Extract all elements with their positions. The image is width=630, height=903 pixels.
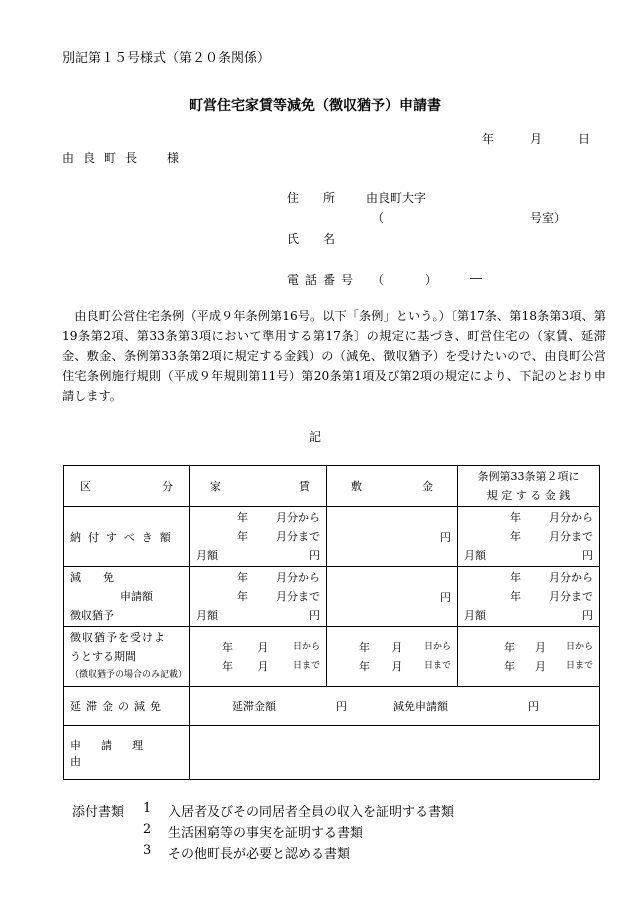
attachments-label: 添付書類: [72, 805, 125, 820]
attachment-num-3: 3: [143, 843, 152, 858]
label-late-fee-reduction: 延滞金の減免: [64, 687, 190, 726]
date-day: 日: [578, 132, 591, 146]
request-deposit-cell[interactable]: 円: [327, 567, 458, 627]
period-money-cell[interactable]: 年 月 日から 年 月 日まで: [458, 627, 600, 687]
application-body: 由良町公営住宅条例（平成９年条例第16号。以下「条例」という。）〔第17条、第18条第3項、第19条第2項、第33条第3項において準用する第17条〕の規定に基づき、町営住宅の（家賃、延滞金、敷金、条例第33条第2項に規定する金銭）の（減免、徴収猶予）を受けたいので、由良町公営住宅条例施行規則（平成９年規則第11号）第20条第1項及び第2項の規定により、下記のとおり申請します。: [62, 309, 606, 403]
label-reason: 申請理由: [64, 726, 190, 780]
phone-close: ）: [425, 273, 438, 287]
phone-dash: ―: [470, 271, 482, 285]
label-payment-due: 納付すべき額: [64, 507, 190, 567]
header-kinsen: 条例第33条第２項に 規 定 す る 金 銭: [458, 466, 600, 507]
attachment-text-3: その他町長が必要と認める書類: [168, 847, 351, 862]
table-row-request: [64, 567, 600, 627]
application-table: [63, 465, 600, 780]
header-yachin: 家 賃: [190, 466, 327, 507]
ki-heading: 記: [308, 430, 321, 444]
date-year: 年: [482, 132, 495, 146]
form-number: 別記第１５号様式（第２０条関係）: [62, 51, 271, 66]
period-rent-cell[interactable]: 年 月 日から 年 月 日まで: [190, 627, 327, 687]
request-money-cell[interactable]: 年 月分から 年 月分まで 月額 円: [458, 567, 600, 627]
header-kubun: 区 分: [64, 466, 190, 507]
phone-open: （: [372, 273, 385, 287]
payment-rent-cell[interactable]: 年 月分から 年 月分まで 月額 円: [190, 507, 327, 567]
phone-label: 電話番号: [287, 273, 360, 287]
address-value: 由良町大字: [366, 191, 427, 205]
document-title: 町営住宅家賃等減免（徴収猶予）申請書: [189, 98, 441, 114]
table-header-row: [64, 466, 600, 507]
attachment-num-1: 1: [143, 801, 152, 816]
table-row-late-fee: [64, 687, 600, 726]
date-month: 月: [530, 132, 543, 146]
label-deferral-period: 徴収猶予を受けよ うとする期間 （徴収猶予の場合のみ記載）: [64, 627, 190, 687]
table-row-period: [64, 627, 600, 687]
request-rent-cell[interactable]: 年 月分から 年 月分まで 月額 円: [190, 567, 327, 627]
table-row-payment: [64, 507, 600, 567]
table-row-reason: [64, 726, 600, 780]
attachment-text-2: 生活困窮等の事実を証明する書類: [168, 826, 364, 841]
attachment-text-1: 入居者及びその同居者全員の収入を証明する書類: [168, 805, 455, 820]
payment-money-cell[interactable]: 年 月分から 年 月分まで 月額 円: [458, 507, 600, 567]
label-request-amount: 減 免 申請額 徴収猶予: [64, 567, 190, 627]
room-suffix: 号室）: [530, 211, 567, 225]
room-open: （: [372, 211, 385, 225]
attachment-num-2: 2: [143, 822, 152, 837]
name-label: 氏 名: [287, 232, 336, 246]
addressee: 由良町長 様: [62, 151, 189, 165]
late-fee-cell[interactable]: 延滞金額 円 減免申請額 円: [190, 687, 600, 726]
address-label: 住 所: [287, 191, 336, 205]
period-deposit-cell[interactable]: 年 月 日から 年 月 日まで: [327, 627, 458, 687]
reason-cell[interactable]: [190, 726, 600, 780]
header-shikikin: 敷 金: [327, 466, 458, 507]
payment-deposit-cell[interactable]: 円: [327, 507, 458, 567]
